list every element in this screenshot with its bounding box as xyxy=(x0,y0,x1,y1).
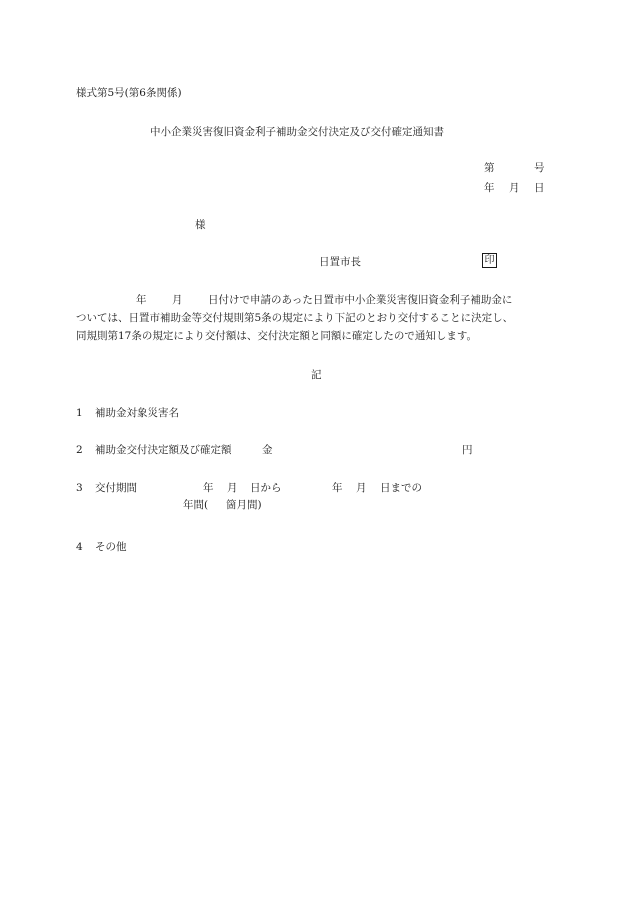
item-3-start-month: 月 xyxy=(227,482,238,494)
item-1-number: 1 xyxy=(76,407,83,419)
item-3-start-day: 日から xyxy=(250,482,282,494)
item-2-number: 2 xyxy=(76,444,83,456)
body-line-1: 日付けで申請のあった日置市中小企業災害復旧資金利子補助金に xyxy=(208,294,513,306)
date-year: 年 xyxy=(484,182,495,194)
reference-go: 号 xyxy=(534,162,545,174)
item-2-yen: 円 xyxy=(462,444,473,456)
item-1-label: 補助金対象災害名 xyxy=(95,407,179,419)
body-month: 月 xyxy=(172,294,183,306)
issuer-name: 日置市長 xyxy=(319,256,361,268)
date-day: 日 xyxy=(534,182,545,194)
item-3-number: 3 xyxy=(76,482,83,494)
item-3-label: 交付期間 xyxy=(95,482,137,494)
item-2-kin: 金 xyxy=(262,444,273,456)
seal-mark: 印 xyxy=(482,253,497,268)
item-3-end-day: 日までの xyxy=(380,482,422,494)
item-3-end-year: 年 xyxy=(332,482,343,494)
item-3-start-year: 年 xyxy=(203,482,214,494)
date-month: 月 xyxy=(509,182,520,194)
ki-heading: 記 xyxy=(311,369,322,381)
item-3-months: 箇月間) xyxy=(226,499,262,511)
item-4-label: その他 xyxy=(95,541,127,553)
item-3-duration: 年間( xyxy=(183,499,209,511)
document-title: 中小企業災害復旧資金利子補助金交付決定及び交付確定通知書 xyxy=(150,126,444,138)
body-year: 年 xyxy=(136,294,147,306)
body-line-2: ついては、日置市補助金等交付規則第5条の規定により下記のとおり交付することに決定し、 xyxy=(76,312,514,324)
body-line-3: 同規則第17条の規定により交付額は、交付決定額と同額に確定したので通知します。 xyxy=(76,330,478,342)
item-4-number: 4 xyxy=(76,541,83,553)
reference-dai: 第 xyxy=(484,162,495,174)
item-2-label: 補助金交付決定額及び確定額 xyxy=(95,444,232,456)
form-label: 様式第5号(第6条関係) xyxy=(76,87,182,99)
addressee-honorific: 様 xyxy=(195,219,206,231)
item-3-end-month: 月 xyxy=(356,482,367,494)
